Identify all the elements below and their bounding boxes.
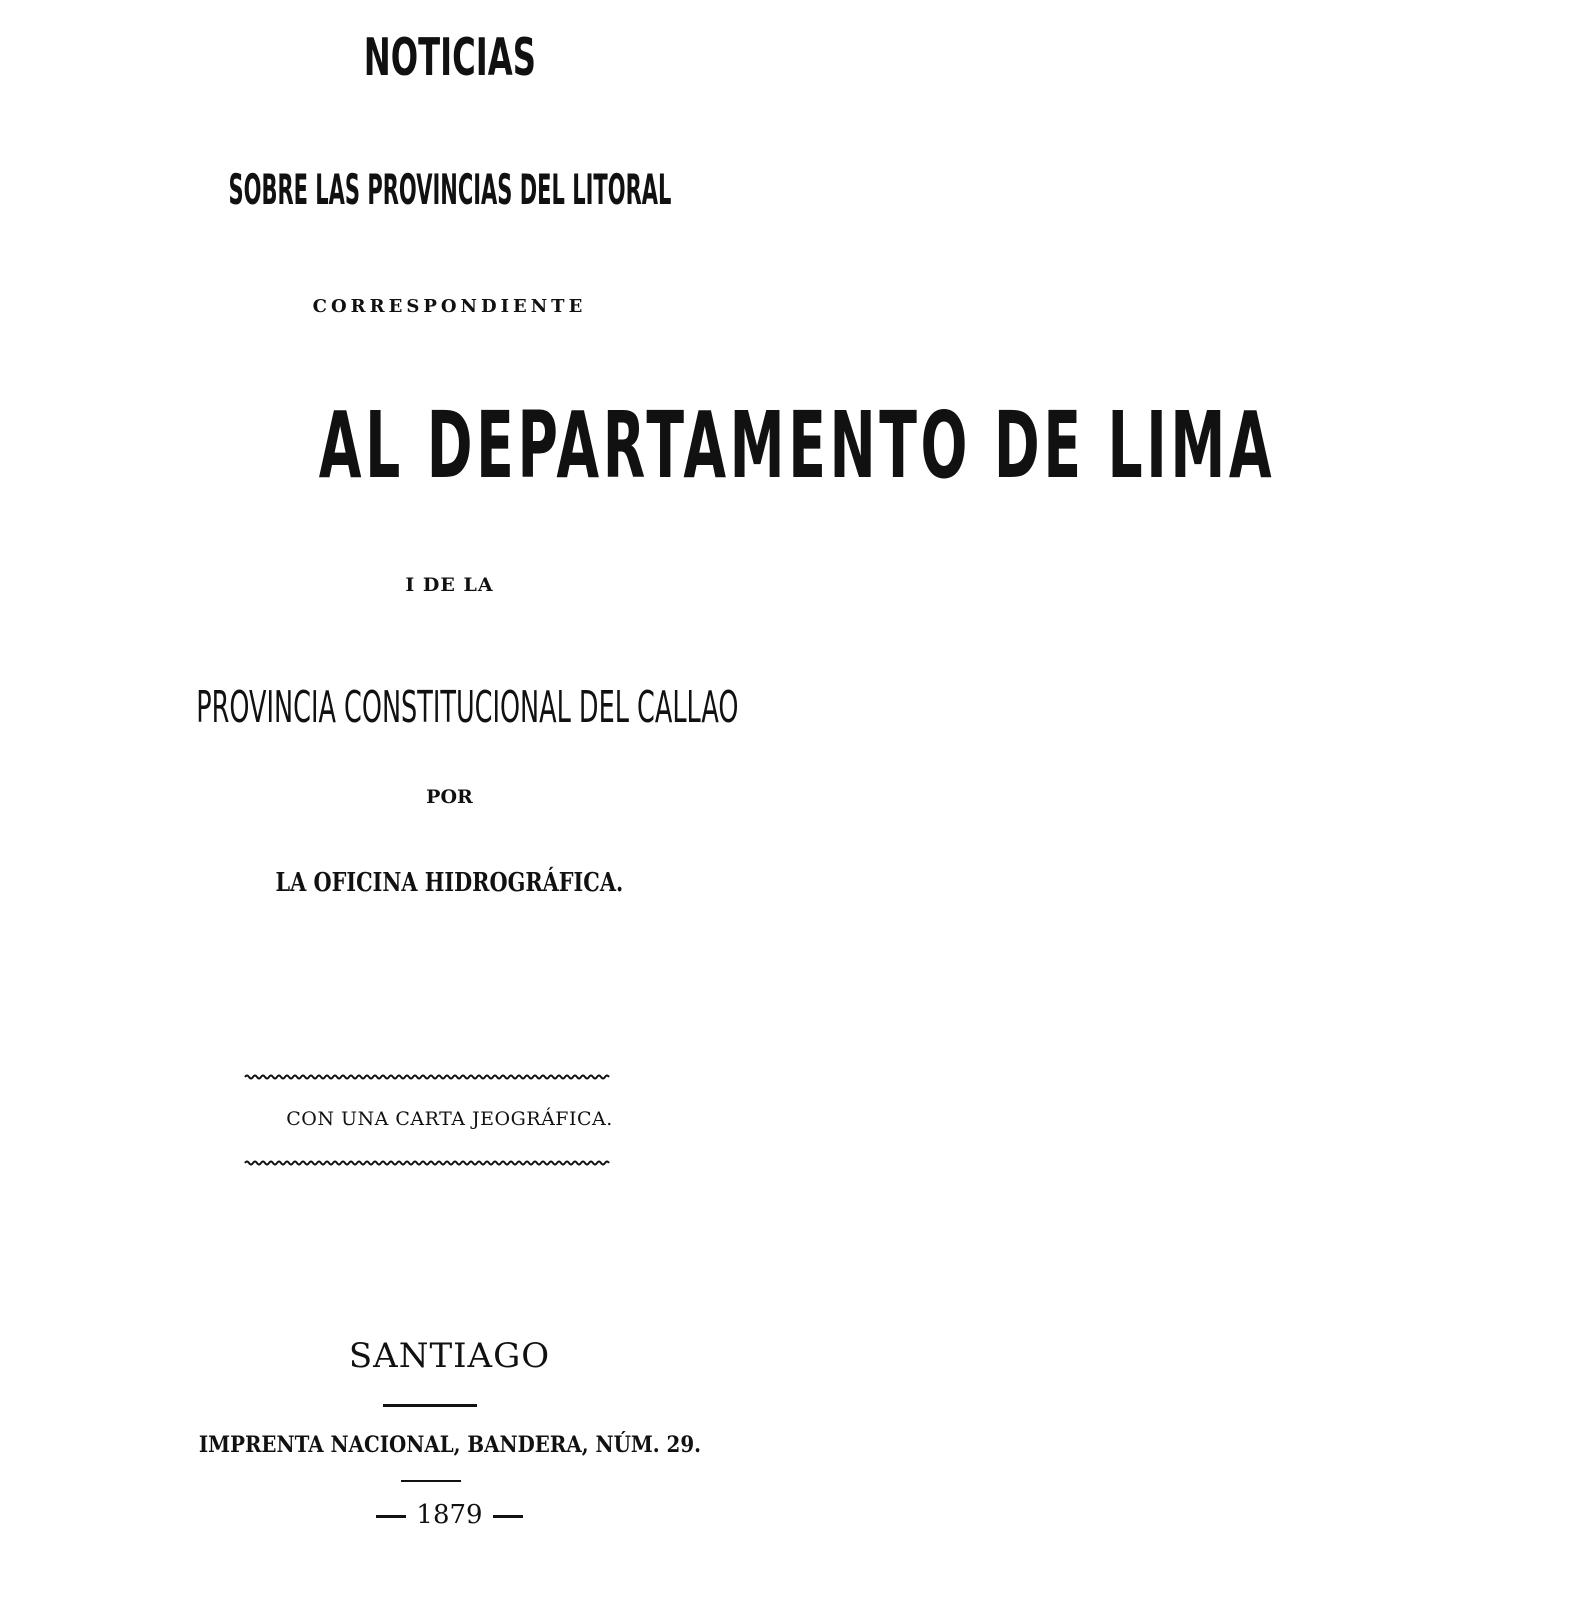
- province-heading: [0, 682, 899, 733]
- province-text: PROVINCIA CONSTITUCIONAL DEL CALLAO: [196, 682, 739, 733]
- main-heading: [0, 392, 1276, 499]
- dash-left: [376, 1515, 406, 1518]
- rule-divider-1: [383, 1404, 477, 1407]
- dash-right: [493, 1515, 523, 1518]
- year-text: 1879: [416, 1500, 483, 1530]
- title-text: NOTICIAS: [363, 28, 536, 88]
- place-line: SANTIAGO: [348, 1336, 551, 1376]
- main-heading-text: AL DEPARTAMENTO DE LIMA: [318, 392, 1276, 499]
- subtitle-text: SOBRE LAS PROVINCIAS DEL LITORAL: [228, 165, 671, 214]
- printer-text: IMPRENTA NACIONAL, BANDERA, NÚM. 29.: [198, 1432, 701, 1458]
- by-line: POR: [426, 786, 473, 808]
- connector-line: I DE LA: [405, 574, 494, 596]
- subtitle: [0, 165, 899, 215]
- title-heading: [0, 28, 899, 88]
- author-text: LA OFICINA HIDROGRÁFICA.: [275, 868, 624, 898]
- wavy-rule-top: [245, 1074, 609, 1080]
- correspondiente-line: CORRESPONDIENTE: [312, 296, 587, 317]
- note-line: CON UNA CARTA JEOGRÁFICA.: [286, 1108, 613, 1130]
- printer-line: [0, 1432, 899, 1458]
- author-line: [0, 868, 899, 898]
- wavy-rule-bottom: [245, 1160, 609, 1166]
- year-line: [0, 1500, 899, 1530]
- rule-divider-2: [401, 1480, 461, 1482]
